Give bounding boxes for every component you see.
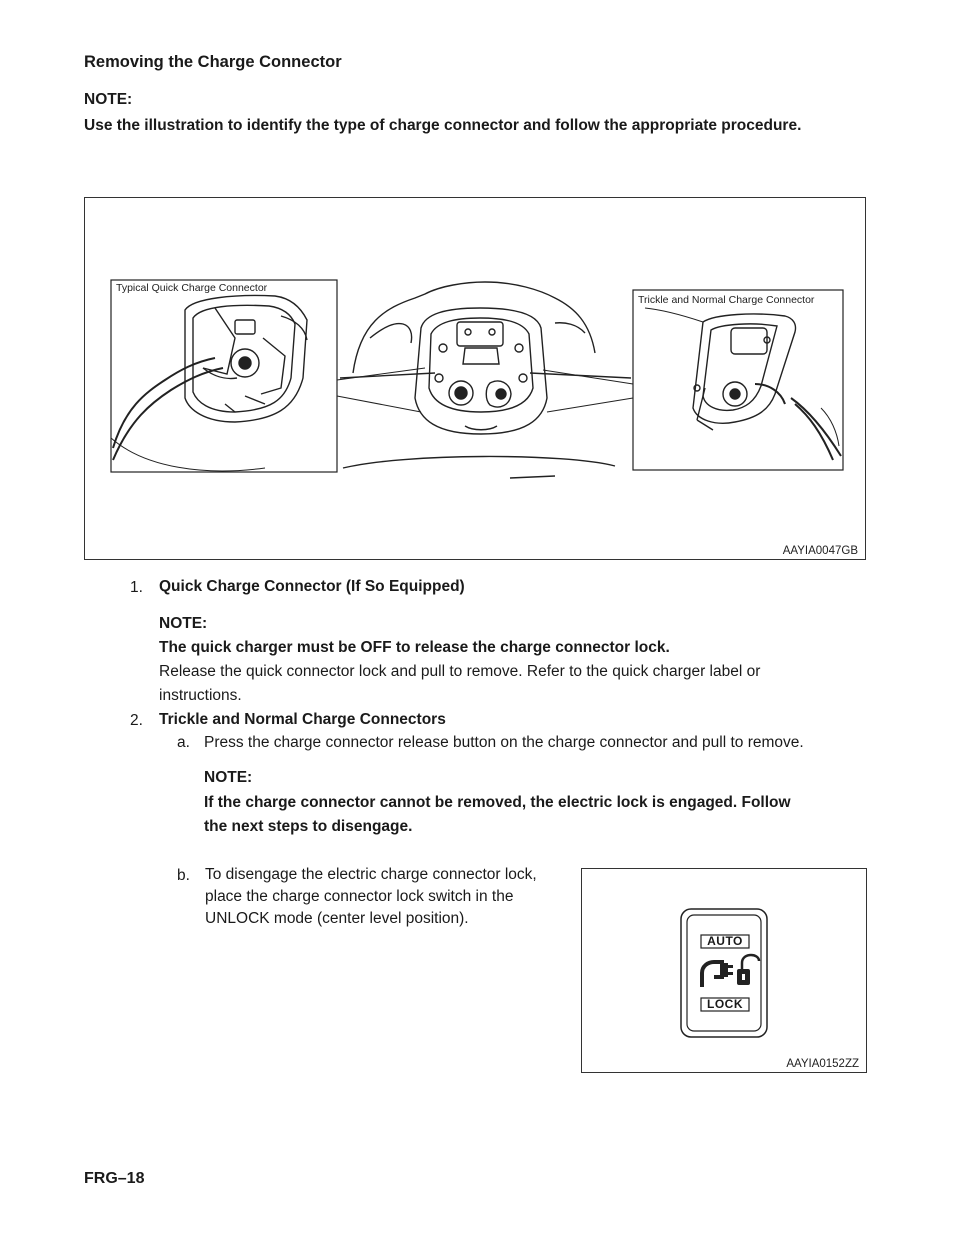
substep-label: a. [177, 734, 190, 751]
step-heading: Quick Charge Connector (If So Equipped) [159, 578, 465, 595]
auto-label: AUTO [707, 934, 743, 948]
step-text-line: Release the quick connector lock and pull to remove. Refer to the quick charger label or [159, 663, 761, 680]
note-text: Use the illustration to identify the type of charge connector and follow the appropriate procedure. [84, 117, 802, 134]
step-number: 2. [130, 712, 143, 729]
lock-switch-illustration [581, 868, 867, 1073]
lock-switch-drawing [582, 869, 868, 1074]
substep-text: Press the charge connector release button on the charge connector and pull to remove. [204, 734, 804, 751]
charge-port-drawing [85, 198, 867, 561]
section-title: Removing the Charge Connector [84, 53, 342, 71]
page-number: FRG–18 [84, 1170, 145, 1187]
substep-text-line: place the charge connector lock switch in the [205, 888, 514, 905]
note-text-line: the next steps to disengage. [204, 818, 413, 835]
note-label: NOTE: [204, 769, 253, 786]
step-number: 1. [130, 579, 143, 596]
substep-text-line: UNLOCK mode (center level position). [205, 910, 469, 927]
figure-code: AAYIA0047GB [782, 545, 858, 557]
note-text: The quick charger must be OFF to release the charge connector lock. [159, 639, 670, 656]
note-label: NOTE: [159, 615, 208, 632]
quick-charge-caption: Typical Quick Charge Connector [116, 282, 268, 294]
substep-text-line: To disengage the electric charge connector lock, [205, 866, 537, 883]
step-heading: Trickle and Normal Charge Connectors [159, 711, 446, 728]
note-text-line: If the charge connector cannot be removed, the electric lock is engaged. Follow [204, 794, 791, 811]
substep-label: b. [177, 867, 190, 884]
trickle-charge-caption: Trickle and Normal Charge Connector [638, 294, 815, 306]
step-text-line: instructions. [159, 687, 242, 704]
note-label: NOTE: [84, 91, 133, 108]
figure-code: AAYIA0152ZZ [786, 1058, 859, 1070]
plug-unlock-icon [702, 955, 759, 987]
lock-label: LOCK [707, 997, 743, 1011]
charge-port-illustration [84, 197, 866, 560]
